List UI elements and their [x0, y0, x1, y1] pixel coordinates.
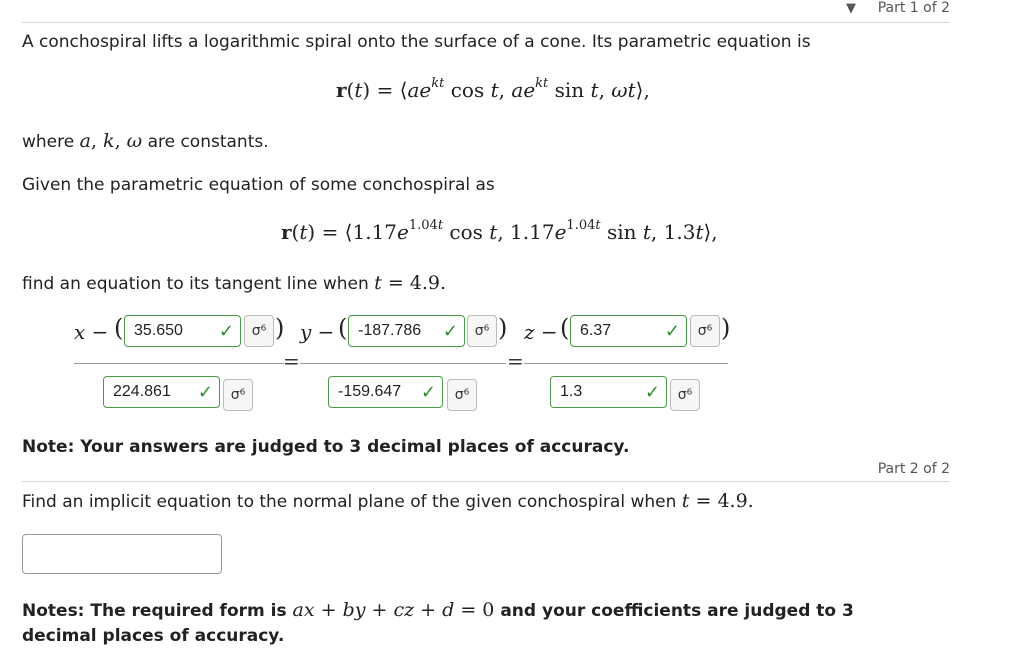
- x-point-input[interactable]: 35.650 ✓: [124, 315, 241, 347]
- find-text: find an equation to its tangent line when t = 4.9.: [22, 272, 447, 294]
- intro-text: A conchospiral lifts a logarithmic spiral onto the surface of a cone. Its parametric equation is: [22, 32, 811, 52]
- part2-label: Part 2 of 2: [877, 461, 950, 477]
- general-equation: $r(t) = ⟨ae^{kt}$ cos t, $ae^{kt}$ sin t, ωt⟩,: [336, 76, 650, 102]
- keypad-icon[interactable]: σ⁶: [244, 315, 274, 347]
- x-close-paren: ): [275, 314, 285, 342]
- part2-note: Notes: The required form is ax + by + cz + d = 0 and your coefficients are judged to 3 decimal places of accuracy.: [22, 599, 854, 646]
- keypad-icon[interactable]: σ⁶: [670, 379, 700, 411]
- check-icon: ✓: [420, 382, 436, 402]
- keypad-icon[interactable]: σ⁶: [447, 379, 477, 411]
- x-open-paren: (: [114, 314, 124, 342]
- z-direction-input[interactable]: 1.3 ✓: [550, 376, 667, 408]
- check-icon: ✓: [664, 321, 680, 341]
- z-close-paren: ): [721, 314, 731, 342]
- y-direction-input[interactable]: -159.647 ✓: [328, 376, 443, 408]
- equals-sign: =: [507, 349, 524, 373]
- check-icon: ✓: [442, 321, 458, 341]
- check-icon: ✓: [197, 382, 213, 402]
- keypad-icon[interactable]: σ⁶: [690, 315, 720, 347]
- normal-plane-input[interactable]: [22, 534, 222, 574]
- y-minus-label: y −: [300, 320, 335, 344]
- part1-divider: [22, 22, 950, 23]
- check-icon: ✓: [218, 321, 234, 341]
- z-minus-label: z −: [524, 320, 558, 344]
- given-text: Given the parametric equation of some conchospiral as: [22, 175, 495, 195]
- z-fraction-bar: [524, 363, 728, 364]
- check-icon: ✓: [644, 382, 660, 402]
- equals-sign: =: [283, 349, 300, 373]
- y-close-paren: ): [498, 314, 508, 342]
- part1-note: Note: Your answers are judged to 3 decimal places of accuracy.: [22, 437, 630, 457]
- constants-line: where a, k, ω are constants.: [22, 130, 269, 152]
- y-fraction-bar: [300, 363, 506, 364]
- given-equation: $r(t) = ⟨1.17e^{1.04t}$ cos t, $1.17e^{1.04t}$ sin t, 1.3t⟩,: [281, 218, 718, 244]
- part2-divider: [22, 481, 950, 482]
- y-point-input[interactable]: -187.786 ✓: [348, 315, 465, 347]
- collapse-triangle-icon[interactable]: ▼: [846, 1, 856, 16]
- x-fraction-bar: [74, 363, 284, 364]
- x-minus-label: x −: [74, 320, 109, 344]
- z-point-input[interactable]: 6.37 ✓: [570, 315, 687, 347]
- keypad-icon[interactable]: σ⁶: [467, 315, 497, 347]
- z-open-paren: (: [560, 314, 570, 342]
- part2-prompt: Find an implicit equation to the normal plane of the given conchospiral when t = 4.9.: [22, 490, 754, 512]
- x-direction-input[interactable]: 224.861 ✓: [103, 376, 220, 408]
- part1-label: Part 1 of 2: [877, 0, 950, 16]
- keypad-icon[interactable]: σ⁶: [223, 379, 253, 411]
- y-open-paren: (: [338, 314, 348, 342]
